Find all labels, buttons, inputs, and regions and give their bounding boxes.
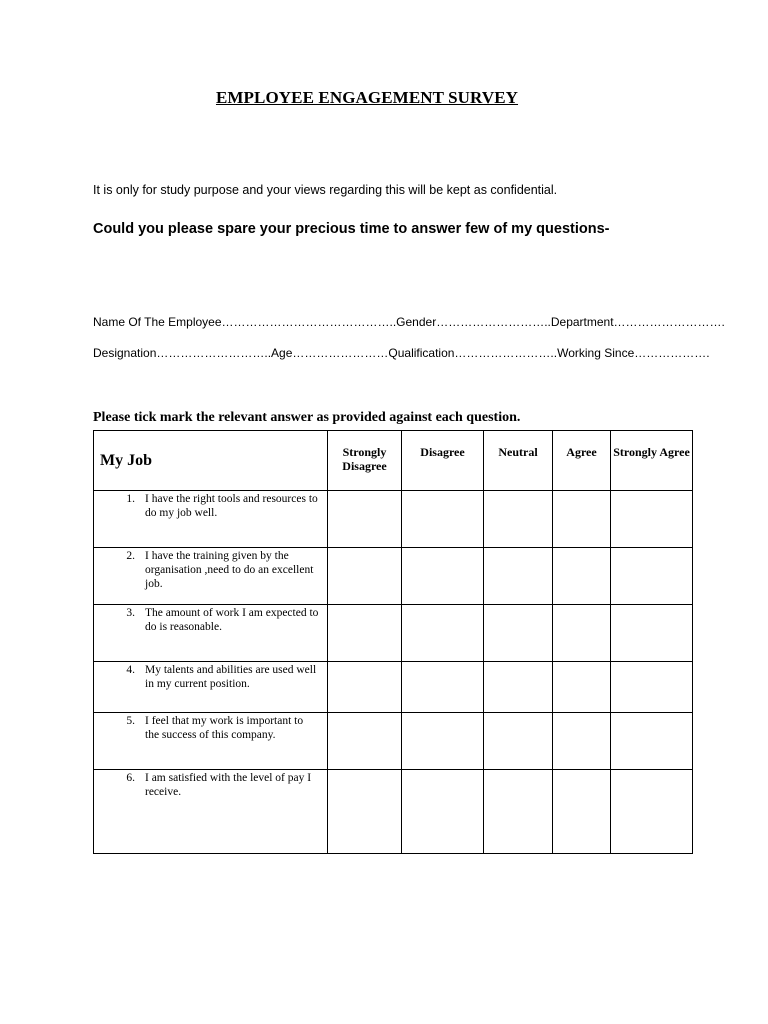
answer-cell-strongly-disagree[interactable] (328, 662, 402, 713)
answer-cell-strongly-disagree[interactable] (328, 605, 402, 662)
question-number: 3. (126, 607, 135, 619)
question-text: The amount of work I am expected to do is reasonable. (145, 607, 319, 633)
question-row-3 (94, 605, 693, 662)
question-number: 4. (126, 664, 135, 676)
answer-cell-strongly-agree[interactable] (611, 770, 693, 854)
answer-cell-neutral[interactable] (484, 662, 553, 713)
question-row-4 (94, 662, 693, 713)
col-disagree: Disagree (402, 431, 484, 491)
col-agree: Agree (553, 431, 611, 491)
question-number: 6. (126, 772, 135, 784)
answer-cell-neutral[interactable] (484, 548, 553, 605)
answer-cell-agree[interactable] (553, 491, 611, 548)
answer-cell-disagree[interactable] (402, 605, 484, 662)
confidentiality-note: It is only for study purpose and your views regarding this will be kept as confidential. (93, 183, 558, 197)
question-number: 1. (126, 493, 135, 505)
instruction-line: Please tick mark the relevant answer as provided against each question. (93, 410, 521, 425)
answer-cell-neutral[interactable] (484, 770, 553, 854)
question-row-2 (94, 548, 693, 605)
request-line: Could you please spare your precious time to answer few of my questions- (93, 221, 610, 237)
question-row-1 (94, 491, 693, 548)
table-header-row (94, 431, 693, 491)
answer-cell-strongly-disagree[interactable] (328, 548, 402, 605)
answer-cell-strongly-disagree[interactable] (328, 713, 402, 770)
answer-cell-agree[interactable] (553, 713, 611, 770)
answer-cell-agree[interactable] (553, 770, 611, 854)
answer-cell-neutral[interactable] (484, 491, 553, 548)
question-text: I am satisfied with the level of pay I receive. (145, 772, 312, 798)
answer-cell-disagree[interactable] (402, 548, 484, 605)
employee-fields-row-1: Name Of The Employee……………………………………..Gender………………………..Department………………………. (93, 315, 725, 329)
answer-cell-strongly-agree[interactable] (611, 491, 693, 548)
answer-cell-neutral[interactable] (484, 605, 553, 662)
survey-title: EMPLOYEE ENGAGEMENT SURVEY (215, 88, 519, 107)
col-strongly-disagree: Strongly Disagree (328, 431, 402, 491)
question-text: I have the right tools and resources to do my job well. (145, 493, 318, 519)
answer-cell-strongly-agree[interactable] (611, 662, 693, 713)
answer-cell-strongly-disagree[interactable] (328, 491, 402, 548)
answer-cell-disagree[interactable] (402, 713, 484, 770)
answer-cell-disagree[interactable] (402, 662, 484, 713)
section-title: My Job (94, 431, 328, 491)
answer-cell-disagree[interactable] (402, 770, 484, 854)
answer-cell-neutral[interactable] (484, 713, 553, 770)
answer-cell-agree[interactable] (553, 605, 611, 662)
answer-cell-agree[interactable] (553, 662, 611, 713)
col-neutral: Neutral (484, 431, 553, 491)
answer-cell-strongly-agree[interactable] (611, 605, 693, 662)
answer-cell-strongly-agree[interactable] (611, 713, 693, 770)
question-text: I have the training given by the organisation ,need to do an excellent job. (145, 550, 314, 590)
employee-fields-row-2: Designation………………………..Age……………………Qualification……………………..Working Since………………. (93, 346, 710, 360)
answer-cell-disagree[interactable] (402, 491, 484, 548)
question-row-5 (94, 713, 693, 770)
answer-cell-strongly-agree[interactable] (611, 548, 693, 605)
question-row-6 (94, 770, 693, 854)
survey-table (93, 430, 693, 854)
col-strongly-agree: Strongly Agree (611, 431, 693, 491)
question-number: 2. (126, 550, 135, 562)
question-text: My talents and abilities are used well in my current position. (145, 664, 317, 690)
question-number: 5. (126, 715, 135, 727)
answer-cell-agree[interactable] (553, 548, 611, 605)
answer-cell-strongly-disagree[interactable] (328, 770, 402, 854)
question-text: I feel that my work is important to the success of this company. (145, 715, 304, 741)
